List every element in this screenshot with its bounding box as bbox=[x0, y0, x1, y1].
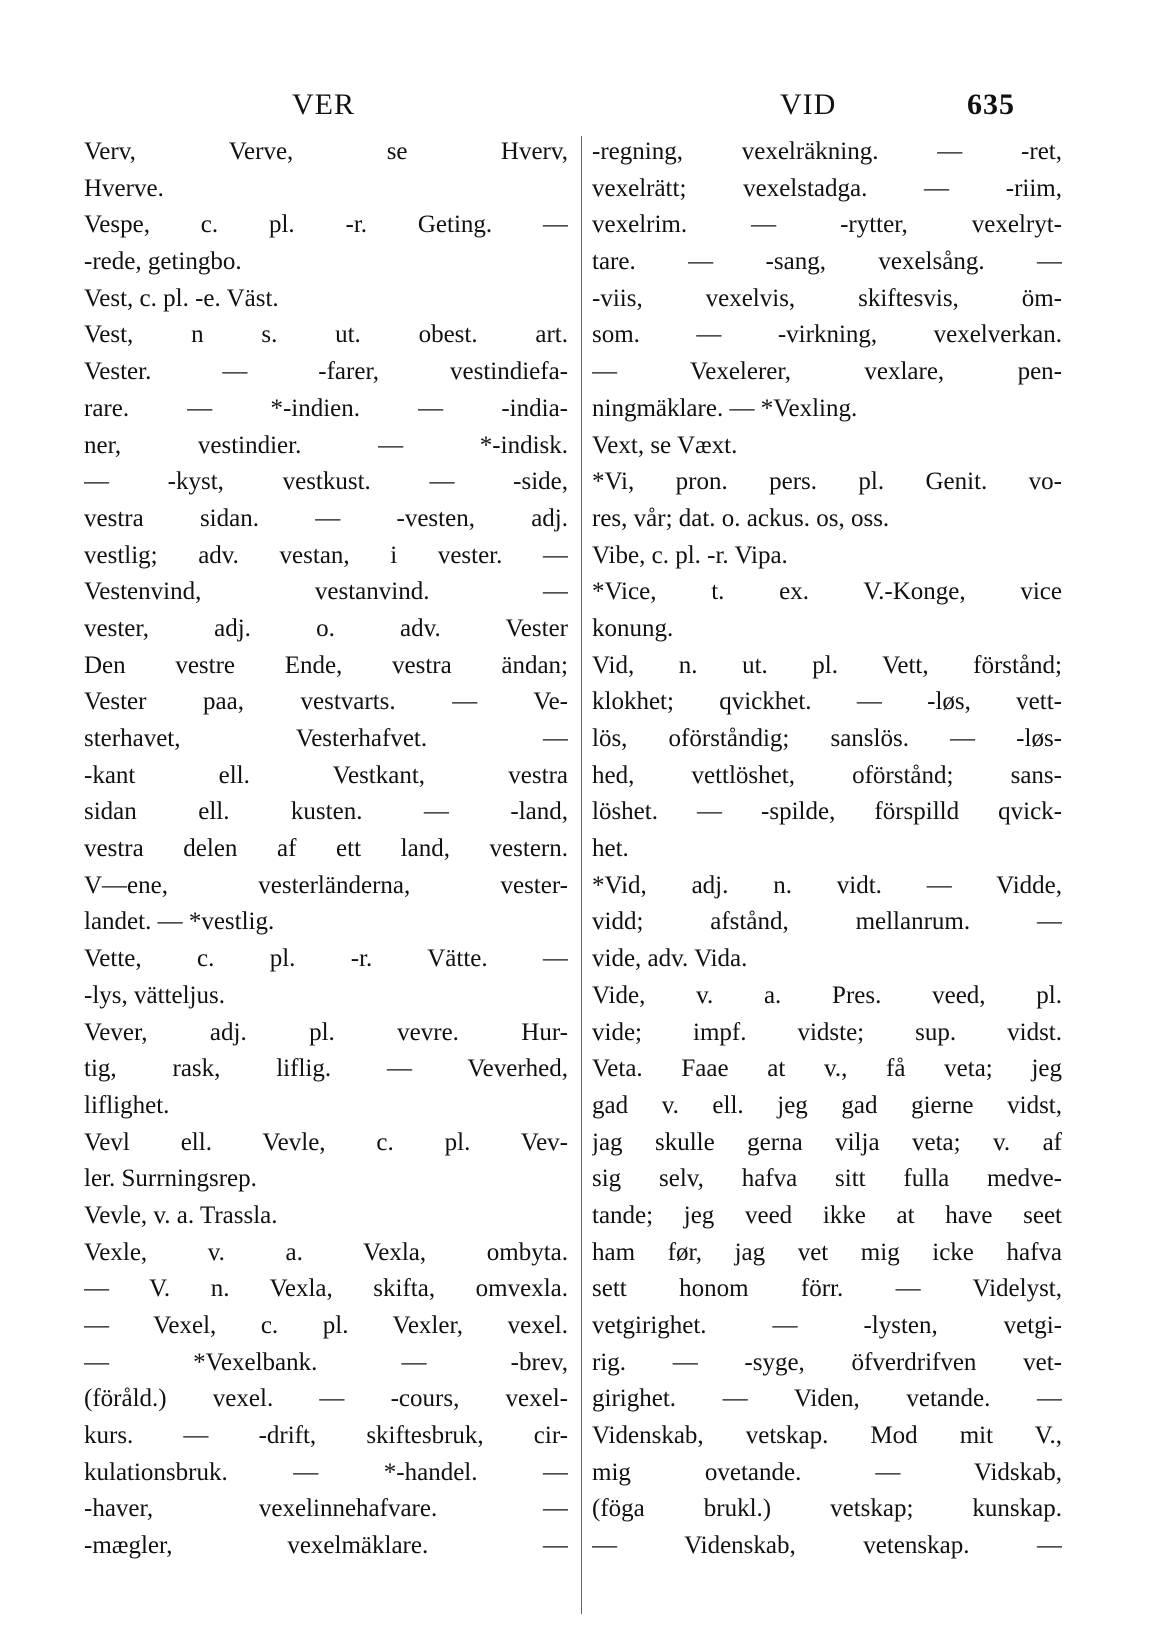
dictionary-line: mig ovetande. — Vidskab, bbox=[592, 1458, 1062, 1486]
dictionary-line: gad v. ell. jeg gad gierne vidst, bbox=[592, 1091, 1062, 1119]
dictionary-line: som. — -virkning, vexelverkan. bbox=[592, 321, 1062, 349]
dictionary-line: Vette, c. pl. -r. Vätte. — bbox=[84, 945, 568, 973]
dictionary-line: ningmäklare. — *Vexling. bbox=[592, 394, 858, 422]
dictionary-line: vide, adv. Vida. bbox=[592, 945, 748, 973]
right-column bbox=[592, 134, 1062, 1565]
dictionary-line: tande; jeg veed ikke at have seet bbox=[592, 1201, 1062, 1229]
dictionary-line: Vest, c. pl. -e. Väst. bbox=[84, 284, 279, 312]
dictionary-line: — Vexel, c. pl. Vexler, vexel. bbox=[84, 1312, 568, 1339]
dictionary-line: -viis, vexelvis, skiftesvis, öm- bbox=[592, 284, 1062, 312]
page-number: 635 bbox=[967, 88, 1015, 121]
dictionary-line: vestlig; adv. vestan, i vester. — bbox=[84, 541, 568, 569]
dictionary-line: vetgirighet. — -lysten, vetgi- bbox=[592, 1312, 1062, 1339]
dictionary-line: *Vi, pron. pers. pl. Genit. vo- bbox=[592, 468, 1062, 496]
dictionary-line: -rede, getingbo. bbox=[84, 248, 242, 276]
dictionary-line: V—ene, vesterländerna, vester- bbox=[84, 871, 568, 899]
dictionary-line: Vestenvind, vestanvind. — bbox=[84, 578, 568, 606]
dictionary-line: Vespe, c. pl. -r. Geting. — bbox=[84, 211, 568, 239]
dictionary-line: Vext, se Væxt. bbox=[592, 431, 738, 459]
dictionary-line: — -kyst, vestkust. — -side, bbox=[84, 468, 568, 496]
dictionary-line: vester, adj. o. adv. Vester bbox=[84, 614, 568, 642]
dictionary-line: girighet. — Viden, vetande. — bbox=[592, 1385, 1062, 1413]
dictionary-line: Den vestre Ende, vestra ändan; bbox=[84, 651, 568, 679]
dictionary-line: kurs. — -drift, skiftesbruk, cir- bbox=[84, 1422, 568, 1450]
dictionary-line: liflighet. bbox=[84, 1091, 170, 1119]
left-column bbox=[84, 134, 568, 1565]
dictionary-line: tare. — -sang, vexelsång. — bbox=[592, 248, 1062, 276]
dictionary-line: — Videnskab, vetenskap. — bbox=[592, 1532, 1062, 1560]
dictionary-line: — Vexelerer, vexlare, pen- bbox=[592, 358, 1062, 386]
dictionary-line: ler. Surrningsrep. bbox=[84, 1165, 257, 1193]
dictionary-line: *Vice, t. ex. V.-Konge, vice bbox=[592, 578, 1062, 606]
dictionary-line: sterhavet, Vesterhafvet. — bbox=[84, 725, 568, 752]
dictionary-line: Hverve. bbox=[84, 174, 164, 202]
dictionary-line: hed, vettlöshet, oförstånd; sans- bbox=[592, 761, 1062, 789]
dictionary-line: Vevle, v. a. Trassla. bbox=[84, 1201, 278, 1229]
dictionary-line: -lys, vätteljus. bbox=[84, 981, 225, 1009]
dictionary-line: sidan ell. kusten. — -land, bbox=[84, 798, 568, 826]
dictionary-line: vestra sidan. — -vesten, adj. bbox=[84, 504, 568, 532]
dictionary-line: Vide, v. a. Pres. veed, pl. bbox=[592, 981, 1062, 1009]
dictionary-line: Vester. — -farer, vestindiefa- bbox=[84, 358, 568, 386]
dictionary-line: (föråld.) vexel. — -cours, vexel- bbox=[84, 1385, 568, 1413]
dictionary-line: -haver, vexelinnehafvare. — bbox=[84, 1495, 568, 1523]
dictionary-line: -regning, vexelräkning. — -ret, bbox=[592, 138, 1062, 165]
running-header bbox=[0, 88, 1152, 128]
dictionary-line: Vibe, c. pl. -r. Vipa. bbox=[592, 541, 788, 569]
dictionary-line: landet. — *vestlig. bbox=[84, 908, 275, 936]
dictionary-line: konung. bbox=[592, 614, 674, 642]
header-right-guideword: VID bbox=[780, 88, 837, 121]
dictionary-line: vestra delen af ett land, vestern. bbox=[84, 835, 568, 863]
dictionary-line: Vid, n. ut. pl. Vett, förstånd; bbox=[592, 651, 1062, 679]
dictionary-line: -kant ell. Vestkant, vestra bbox=[84, 761, 568, 789]
column-divider bbox=[581, 136, 582, 1614]
dictionary-line: Verv, Verve, se Hverv, bbox=[84, 138, 568, 165]
dictionary-line: Vexle, v. a. Vexla, ombyta. bbox=[84, 1238, 568, 1266]
dictionary-line: Vevl ell. Vevle, c. pl. Vev- bbox=[84, 1128, 568, 1156]
dictionary-line: Vester paa, vestvarts. — Ve- bbox=[84, 688, 568, 716]
dictionary-line: *Vid, adj. n. vidt. — Vidde, bbox=[592, 871, 1062, 899]
dictionary-line: sig selv, hafva sitt fulla medve- bbox=[592, 1165, 1062, 1193]
dictionary-line: het. bbox=[592, 835, 629, 863]
dictionary-line: vide; impf. vidste; sup. vidst. bbox=[592, 1018, 1062, 1046]
dictionary-line: jag skulle gerna vilja veta; v. af bbox=[592, 1128, 1062, 1156]
dictionary-line: rig. — -syge, öfverdrifven vet- bbox=[592, 1348, 1062, 1376]
dictionary-line: Videnskab, vetskap. Mod mit V., bbox=[592, 1422, 1062, 1450]
dictionary-line: Veta. Faae at v., få veta; jeg bbox=[592, 1055, 1062, 1083]
dictionary-line: vexelrätt; vexelstadga. — -riim, bbox=[592, 174, 1062, 202]
dictionary-line: tig, rask, liflig. — Veverhed, bbox=[84, 1055, 568, 1083]
dictionary-line: — *Vexelbank. — -brev, bbox=[84, 1348, 568, 1376]
header-left-guideword: VER bbox=[292, 88, 355, 121]
dictionary-line: ham før, jag vet mig icke hafva bbox=[592, 1238, 1062, 1266]
dictionary-line: Vever, adj. pl. vevre. Hur- bbox=[84, 1018, 568, 1046]
dictionary-line: vidd; afstånd, mellanrum. — bbox=[592, 908, 1062, 936]
dictionary-line: löshet. — -spilde, förspilld qvick- bbox=[592, 798, 1062, 826]
dictionary-line: (föga brukl.) vetskap; kunskap. bbox=[592, 1495, 1062, 1523]
dictionary-line: — V. n. Vexla, skifta, omvexla. bbox=[84, 1275, 568, 1303]
dictionary-line: sett honom förr. — Videlyst, bbox=[592, 1275, 1062, 1303]
dictionary-line: vexelrim. — -rytter, vexelryt- bbox=[592, 211, 1062, 239]
dictionary-line: -mægler, vexelmäklare. — bbox=[84, 1532, 568, 1560]
dictionary-line: Vest, n s. ut. obest. art. bbox=[84, 321, 568, 349]
dictionary-line: ner, vestindier. — *-indisk. bbox=[84, 431, 568, 459]
dictionary-line: res, vår; dat. o. ackus. os, oss. bbox=[592, 504, 890, 532]
dictionary-line: lös, oförståndig; sanslös. — -løs- bbox=[592, 725, 1062, 752]
dictionary-line: klokhet; qvickhet. — -løs, vett- bbox=[592, 688, 1062, 716]
dictionary-line: kulationsbruk. — *-handel. — bbox=[84, 1458, 568, 1486]
dictionary-line: rare. — *-indien. — -india- bbox=[84, 394, 568, 422]
